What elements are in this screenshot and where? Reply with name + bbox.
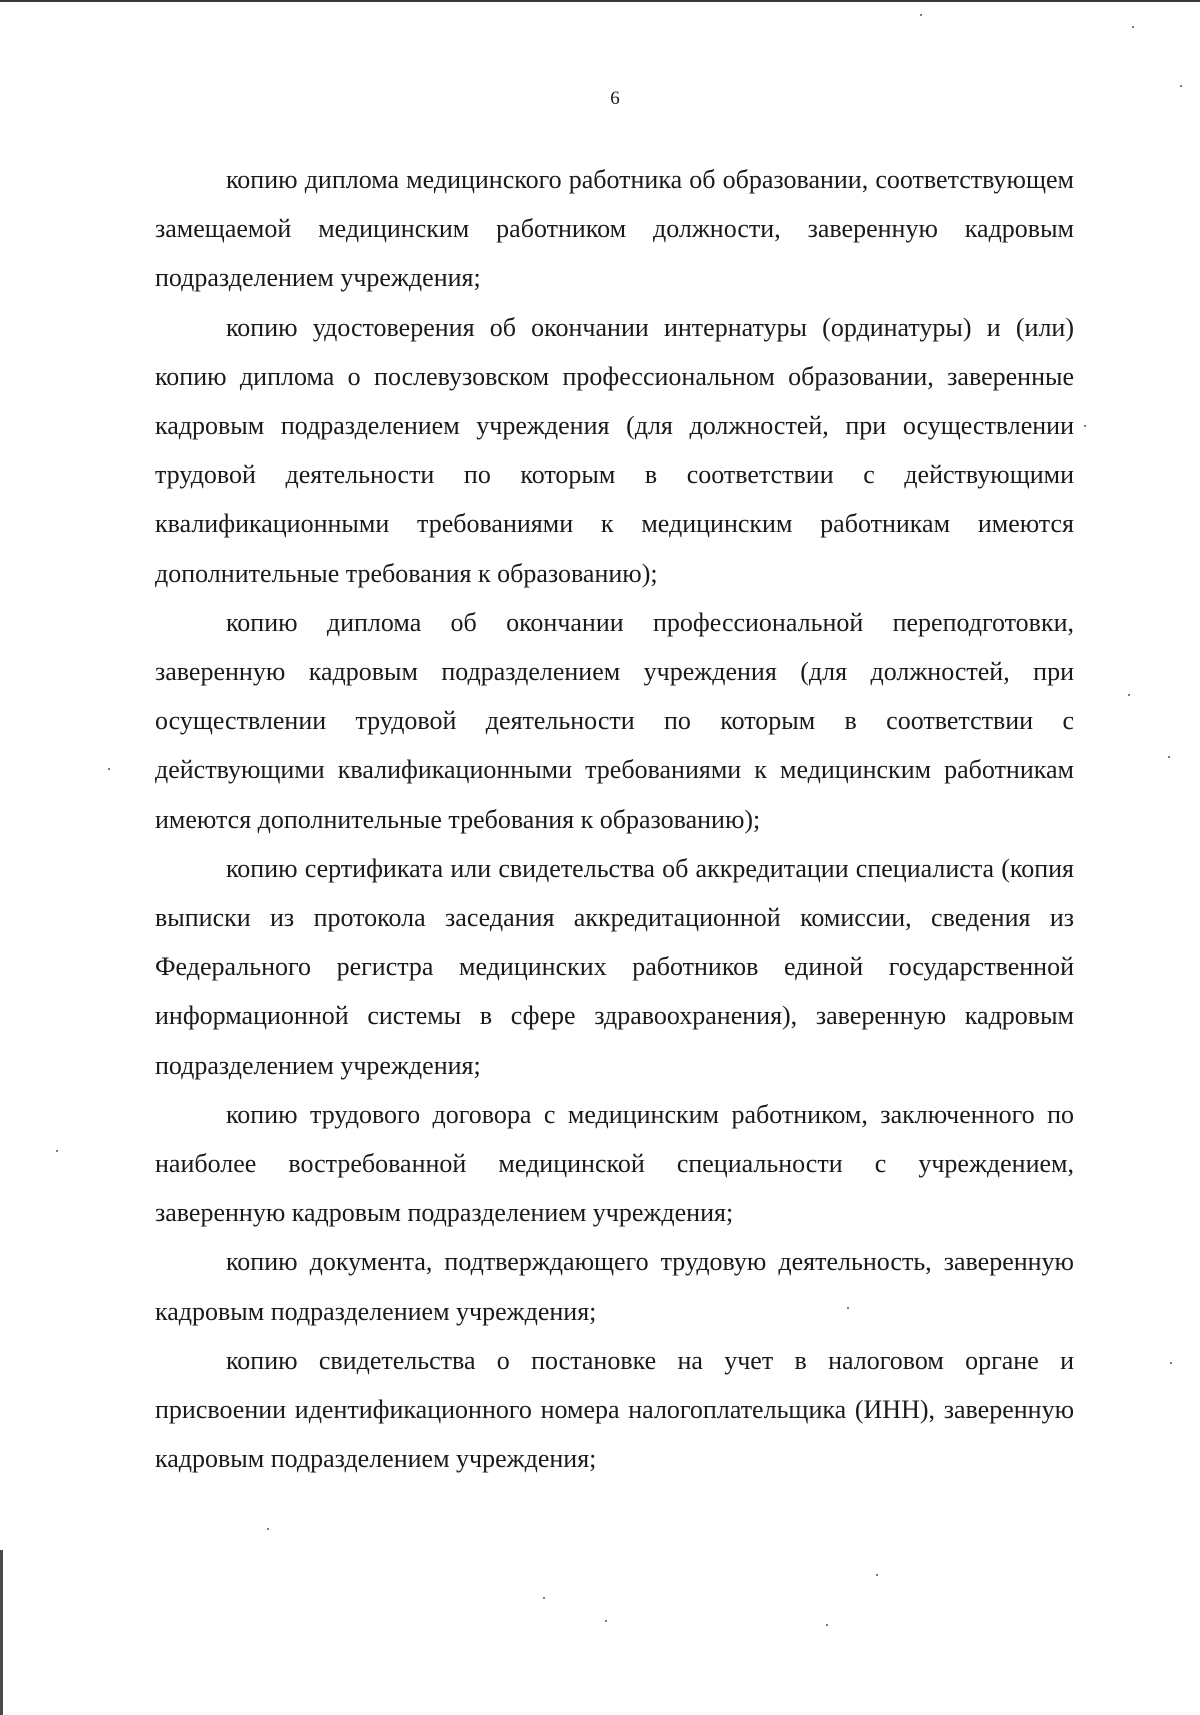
scan-speck xyxy=(1170,1362,1172,1364)
scan-speck xyxy=(826,1624,828,1626)
document-body xyxy=(155,155,1074,1483)
scan-speck xyxy=(876,1574,878,1576)
paragraph-diploma: копию диплома медицинского работника об образовании, соответствующем замещаемой медицинским работником должности, заверенную кадровым подразделением учреждения; xyxy=(155,165,1074,293)
scan-speck xyxy=(543,1597,545,1599)
scan-speck xyxy=(1180,85,1182,87)
page-number: 6 xyxy=(610,88,620,109)
paragraph-employment-contract: копию трудового договора с медицинским работником, заключенного по наиболее востребованной медицинской специальности с учреждением, заверенную кадровым подразделением учреждения; xyxy=(155,1099,1074,1228)
scan-speck xyxy=(605,1620,607,1622)
paragraph-internship-certificate: копию удостоверения об окончании интернатуры (ординатуры) и (или) копию диплома о послевузовском профессиональном образовании, заверенные кадровым подразделением учреждения (для должностей, при осуществлении трудовой деятельности по которым в соответствии с действующими квалификационными требованиями к медицинским работникам имеются дополнительные требования к образованию); xyxy=(155,312,1074,588)
scan-speck xyxy=(56,1150,58,1152)
scan-speck xyxy=(847,1307,849,1309)
scan-speck xyxy=(1168,756,1170,758)
paragraph-tax-registration: копию свидетельства о постановке на учет в налоговом органе и присвоении идентификационного номера налогоплательщика (ИНН), заверенную кадровым подразделением учреждения; xyxy=(155,1345,1074,1474)
scan-speck xyxy=(108,768,110,770)
paragraph-retraining-diploma: копию диплома об окончании профессиональной переподготовки, заверенную кадровым подразделением учреждения (для должностей, при осуществлении трудовой деятельности по которым в соответствии с действующими квалификационными требованиями к медицинским работникам имеются дополнительные требования к образованию); xyxy=(155,607,1074,834)
scan-speck xyxy=(1084,425,1086,427)
paragraph-work-record-document: копию документа, подтверждающего трудовую деятельность, заверенную кадровым подразделением учреждения; xyxy=(155,1247,1074,1326)
scan-speck xyxy=(920,14,922,16)
scan-speck xyxy=(1132,26,1134,28)
scan-left-edge xyxy=(0,1550,3,1715)
scan-speck xyxy=(267,1528,269,1530)
scan-speck xyxy=(1128,694,1130,696)
scan-top-border xyxy=(0,0,1200,2)
paragraph-accreditation-certificate: копию сертификата или свидетельства об аккредитации специалиста (копия выписки из протокола заседания аккредитационной комиссии, сведения из Федерального регистра медицинских работников единой государственной информационной системы в сфере здравоохранения), заверенную кадровым подразделением учреждения; xyxy=(155,853,1074,1080)
